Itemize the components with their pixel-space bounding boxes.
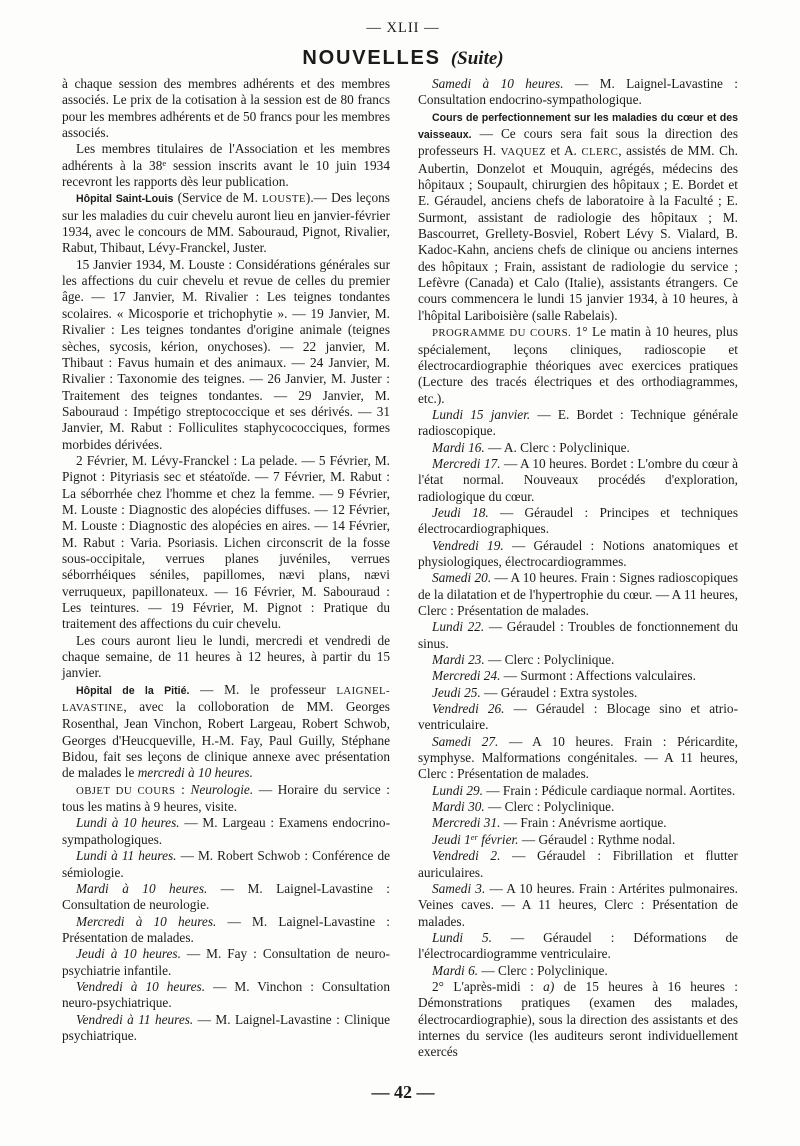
text-run: Les cours auront lieu le lundi, mercredi et vendredi de chaque semaine, de 11 heures à 12 heures, à partir du 15 janvier. bbox=[62, 632, 390, 681]
text-run: — Géraudel : Troubles de fonctionnement du sinus. bbox=[418, 619, 739, 651]
text-run: Mercredi 17. bbox=[432, 455, 501, 471]
text-run: Hôpital de la Pitié. bbox=[76, 684, 190, 697]
text-run: — Géraudel : Déformations de l'électrocardiogramme ventriculaire. bbox=[418, 929, 738, 962]
text-run: Vendredi 19. bbox=[432, 537, 504, 553]
left-column bbox=[62, 76, 390, 1044]
text-run: Les membres titulaires de l'Association et les membres adhérents à la 38 bbox=[62, 141, 390, 173]
text-run: — Géraudel : Fibrillation et flutter auriculaires. bbox=[418, 848, 738, 880]
text-run: Mardi 6. bbox=[432, 962, 479, 978]
paragraph bbox=[418, 734, 738, 783]
text-run: (Service de M. bbox=[173, 190, 263, 206]
text-run: — M. Fay : Consultation de neuro-psychiatrie infantile. bbox=[62, 946, 390, 978]
text-run: — A 10 heures. Frain : Signes radioscopiques de la dilatation et de l'hypertrophie du cœur. — A 11 heures, Clerc : Présentation de malades. bbox=[418, 570, 738, 618]
text-run: Samedi 20. bbox=[432, 570, 492, 586]
paragraph bbox=[62, 190, 390, 256]
text-run: — Clerc : Polyclinique. bbox=[484, 652, 615, 668]
text-run: et A. bbox=[545, 143, 582, 159]
text-run: — A. Clerc : Polyclinique. bbox=[484, 439, 630, 455]
text-run: — Clerc : Polyclinique. bbox=[484, 799, 615, 815]
text-run: — M. Vinchon : Consultation neuro-psychiatrique. bbox=[62, 978, 390, 1011]
text-run: — M. Laignel-Lavastine : Consultation endocrino-sympathologique. bbox=[418, 76, 739, 108]
text-run: Samedi 3. bbox=[432, 880, 486, 896]
text-run: — M. Laignel-Lavastine : Consultation de neurologie. bbox=[62, 880, 390, 913]
paragraph bbox=[418, 456, 738, 505]
text-run: OBJET DU COURS bbox=[76, 784, 176, 797]
text-run: — Surmont : Affections valculaires. bbox=[500, 668, 696, 684]
text-run: Jeudi 18. bbox=[432, 504, 489, 520]
text-run: Cours de perfectionnement sur les maladies du cœur et des vaisseaux. bbox=[418, 111, 738, 142]
paragraph bbox=[418, 440, 738, 456]
text-run: Jeudi à 10 heures. bbox=[76, 946, 181, 962]
text-run: Mardi à 10 heures. bbox=[76, 880, 208, 896]
page-number: — 42 — bbox=[371, 1082, 435, 1102]
paragraph bbox=[418, 538, 738, 571]
text-run: — Géraudel : Principes et techniques électrocardiographiques. bbox=[418, 504, 739, 537]
text-run: ).— Des leçons sur les maladies du cuir chevelu auront lieu en janvier-février 1934, avec le concours de MM. Sabouraud, Pignot, Rivalier, Rabut, Thibaut, Lévy-Franckel, Juster. bbox=[62, 190, 390, 256]
paragraph bbox=[418, 701, 738, 734]
paragraph bbox=[418, 979, 738, 1061]
text-run: Samedi à 10 heures. bbox=[432, 76, 564, 91]
text-run: Hôpital Saint-Louis bbox=[76, 193, 174, 206]
text-run: 2° L'après-midi : bbox=[432, 978, 544, 994]
paragraph bbox=[418, 407, 738, 440]
text-run: a) bbox=[543, 978, 555, 994]
text-run: e bbox=[162, 157, 167, 168]
roman-folio: — XLII — bbox=[366, 20, 440, 36]
text-run: — Ce cours sera fait sous la direction des professeurs H. bbox=[418, 126, 738, 159]
text-run: Lundi 5. bbox=[432, 929, 492, 945]
text-run: — Horaire du service : tous les matins à 9 heures, visite. bbox=[62, 781, 390, 815]
paragraph bbox=[62, 979, 390, 1012]
text-run: Lundi 29. bbox=[432, 782, 483, 798]
text-run: , assistés de MM. Ch. Aubertin, Donzelot et Mouquin, agrégés, médecins des hôpitaux ; Soupault, chirurgien des hôpitaux ; E. Bordet et E. Géraudel, anciens chefs de laboratoire à la Faculté ; E. Surmont, assistant de radiologie des hôpitaux ; M. Bascourret, Grellety-Bosviel, Robert Lévy S. Vialard, B. Kadoc-Kahn, anciens chefs de clinique ou anciens internes des hôpitaux ; Frain, assistant de radiologie du service ; Lefèvre (Canada) et Calo (Italie), assistants étrangers. Ce cours commencera le lundi 15 janvier 1934, à 10 heures, à l'hôpital Lariboisière (salle Rabelais). bbox=[418, 143, 739, 323]
text-run: — A 10 heures. Frain : Artérites pulmonaires. Veines caves. — A 11 heures, Clerc : Présentation de malades. bbox=[418, 880, 738, 929]
text-run: 15 Janvier 1934, M. Louste : Considérations générales sur les affections du cuir chevelu et revue de celles du premier âge. — 17 Janvier, M. Rivalier : Les teignes tondantes scolaires. « Micosporie et trichophytie ». — 19 Janvier, M. Rivalier : Les teignes tondantes d'origine animale (teignes sèches, sycosis, kérion, onychoses). — 22 janvier, M. Thibaut : Favus humain et des animaux. — 24 Janvier, M. Rivalier : Taxonomie des teignes. — 26 Janvier, M. Juster : Traitement des teignes tondantes. — 29 Janvier, M. Sabouraud : Impétigo streptococcique et ses dérivés. — 31 Janvier, M. Rabut : Folliculites staphycococciques, formes morbides dérivées. bbox=[62, 256, 390, 452]
text-run: Vendredi à 10 heures. bbox=[76, 978, 206, 994]
text-run: Vendredi à 11 heures. bbox=[76, 1011, 194, 1027]
text-run: Mardi 16. bbox=[432, 439, 485, 455]
paragraph bbox=[62, 782, 390, 816]
text-run: Lundi 15 janvier. bbox=[432, 406, 531, 422]
text-run: — M. Laignel-Lavastine : Clinique psychiatrique. bbox=[62, 1011, 391, 1043]
text-run: de 15 heures à 16 heures : Démonstrations pratiques (examen des malades, électrocardiographie), sous la direction des assistants et des internes du service (les auditeurs seront individuellement exercés bbox=[418, 978, 739, 1060]
text-run: , avec la colloboration de MM. Georges Rosenthal, Jean Vinchon, Robert Largeau, Robert Schwob, Georges d'Heucqueville, H.-M. Fay, Paul Guilly, Stéphane Bidou, fait ses leçons de clinique annexe avec présentation de malades le bbox=[62, 699, 390, 781]
paragraph bbox=[62, 1012, 390, 1045]
paragraph bbox=[418, 76, 738, 109]
section-title-continuation: (Suite) bbox=[450, 48, 504, 69]
paragraph bbox=[418, 505, 738, 538]
text-run: Jeudi 1 bbox=[432, 831, 471, 847]
text-run: Mercredi à 10 heures. bbox=[76, 913, 217, 929]
paragraph bbox=[62, 141, 390, 190]
text-run: Neurologie. bbox=[190, 781, 254, 797]
paragraph bbox=[62, 257, 390, 453]
text-run: — Géraudel : Notions anatomiques et physiologiques, électrocardiogrammes. bbox=[418, 537, 739, 569]
paragraph bbox=[418, 570, 738, 619]
paragraph bbox=[418, 668, 738, 684]
text-run: Lundi 22. bbox=[432, 619, 485, 635]
paragraph bbox=[418, 815, 738, 831]
text-run: — Géraudel : Extra systoles. bbox=[480, 684, 638, 700]
paragraph bbox=[62, 914, 390, 947]
paragraph bbox=[418, 881, 738, 930]
text-run: Jeudi 25. bbox=[432, 684, 481, 700]
paragraph bbox=[418, 832, 738, 848]
text-run: 1° Le matin à 10 heures, plus spécialement, leçons cliniques, radioscopie et électrocardiographie théoriques avec exercices pratiques (Lecture des tracés électriques et des orthodiagrammes, etc.). bbox=[418, 324, 739, 406]
text-run: LAIGNEL-LAVASTINE bbox=[62, 684, 390, 715]
text-run: er bbox=[470, 831, 478, 842]
paragraph bbox=[418, 685, 738, 701]
text-run: — M. Laignel-Lavastine : Présentation de malades. bbox=[62, 913, 390, 945]
paragraph bbox=[62, 453, 390, 633]
paragraph bbox=[62, 815, 390, 848]
text-run: — A 10 heures. Bordet : L'ombre du cœur à l'état normal. Nouveaux procédés d'exploration, radiologique du cœur. bbox=[418, 455, 738, 504]
text-run: — Frain : Pédicule cardiaque normal. Aortites. bbox=[482, 782, 736, 798]
paragraph bbox=[418, 652, 738, 668]
page-title bbox=[0, 45, 800, 73]
paragraph bbox=[62, 76, 390, 141]
text-run: — M. Largeau : Examens endocrino-sympathologiques. bbox=[62, 815, 390, 847]
text-run: session inscrits avant le 10 juin 1934 recevront les rapports dès leur publication. bbox=[62, 157, 390, 190]
text-run: — M. le professeur bbox=[189, 681, 337, 697]
text-run: mercredi à 10 heures. bbox=[137, 765, 253, 781]
text-run: Vendredi 2. bbox=[432, 848, 501, 864]
paragraph bbox=[62, 633, 390, 682]
text-run: février. bbox=[477, 831, 519, 847]
text-run: Mercredi 31. bbox=[432, 815, 501, 831]
paragraph bbox=[418, 963, 738, 979]
text-run: Mardi 23. bbox=[432, 652, 485, 668]
text-run: — Clerc : Polyclinique. bbox=[478, 962, 608, 978]
text-run: Samedi 27. bbox=[432, 733, 499, 749]
text-run: VAQUEZ bbox=[500, 146, 546, 159]
text-run: — Géraudel : Blocage sino et atrio-ventriculaire. bbox=[418, 701, 738, 733]
text-run: Lundi à 11 heures. bbox=[76, 848, 177, 864]
text-run: : bbox=[175, 781, 191, 797]
paragraph bbox=[62, 946, 390, 979]
text-run: — Géraudel : Rythme nodal. bbox=[518, 831, 676, 847]
paragraph bbox=[62, 881, 390, 914]
text-run: — A 10 heures. Frain : Péricardite, symphyse. Malformations congénitales. — A 11 heures, Clerc : Présentation de malades. bbox=[418, 733, 739, 782]
paragraph bbox=[418, 799, 738, 815]
text-run: Mardi 30. bbox=[432, 799, 485, 815]
paragraph bbox=[62, 682, 390, 782]
text-run: PROGRAMME DU COURS. bbox=[432, 327, 572, 340]
right-column bbox=[418, 76, 738, 1061]
text-run: Lundi à 10 heures. bbox=[76, 815, 180, 831]
paragraph bbox=[418, 783, 738, 799]
text-run: LOUSTE bbox=[262, 193, 306, 206]
text-run: — Frain : Anévrisme aortique. bbox=[500, 815, 667, 831]
text-run: — M. Robert Schwob : Conférence de sémiologie. bbox=[62, 848, 390, 880]
paragraph bbox=[418, 848, 738, 881]
text-run: Vendredi 26. bbox=[432, 701, 505, 717]
text-run: 2 Février, M. Lévy-Franckel : La pelade. — 5 Février, M. Pignot : Pityriasis sec et stéatoïde. — 7 Février, M. Rabut : La séborrhée chez l'homme et chez la femme. — 9 Février, M. Louste : Diagnostic des alopécies diffuses. — 12 Février, M. Louste : Diagnostic des alopécies en aires. — 14 Février, M. Rabut : Varia. Psoriasis. Lichen circonscrit de la fosse sous-occipitale, verrues planes juvéniles, verrues séborrhéiques séniles, papillomes, nævi plans, nævi verruqueux, papillonateux. — 16 Février, M. Sabouraud : Les teintures. — 19 Février, M. Pignot : Pratique du traitement des affections du cuir chevelu. bbox=[62, 452, 390, 632]
paragraph bbox=[418, 619, 738, 652]
text-run: CLERC bbox=[581, 146, 619, 159]
section-title: NOUVELLES bbox=[302, 47, 441, 69]
text-run: — E. Bordet : Technique générale radioscopique. bbox=[418, 406, 738, 439]
paragraph bbox=[62, 848, 390, 881]
text-run: à chaque session des membres adhérents et des membres associés. Le prix de la cotisation à la session est de 80 francs pour les membres adhérents et de 50 francs pour les membres associés. bbox=[62, 76, 390, 141]
paragraph bbox=[418, 109, 738, 324]
paragraph bbox=[418, 930, 738, 963]
paragraph bbox=[418, 324, 738, 407]
text-run: Mercredi 24. bbox=[432, 668, 501, 684]
